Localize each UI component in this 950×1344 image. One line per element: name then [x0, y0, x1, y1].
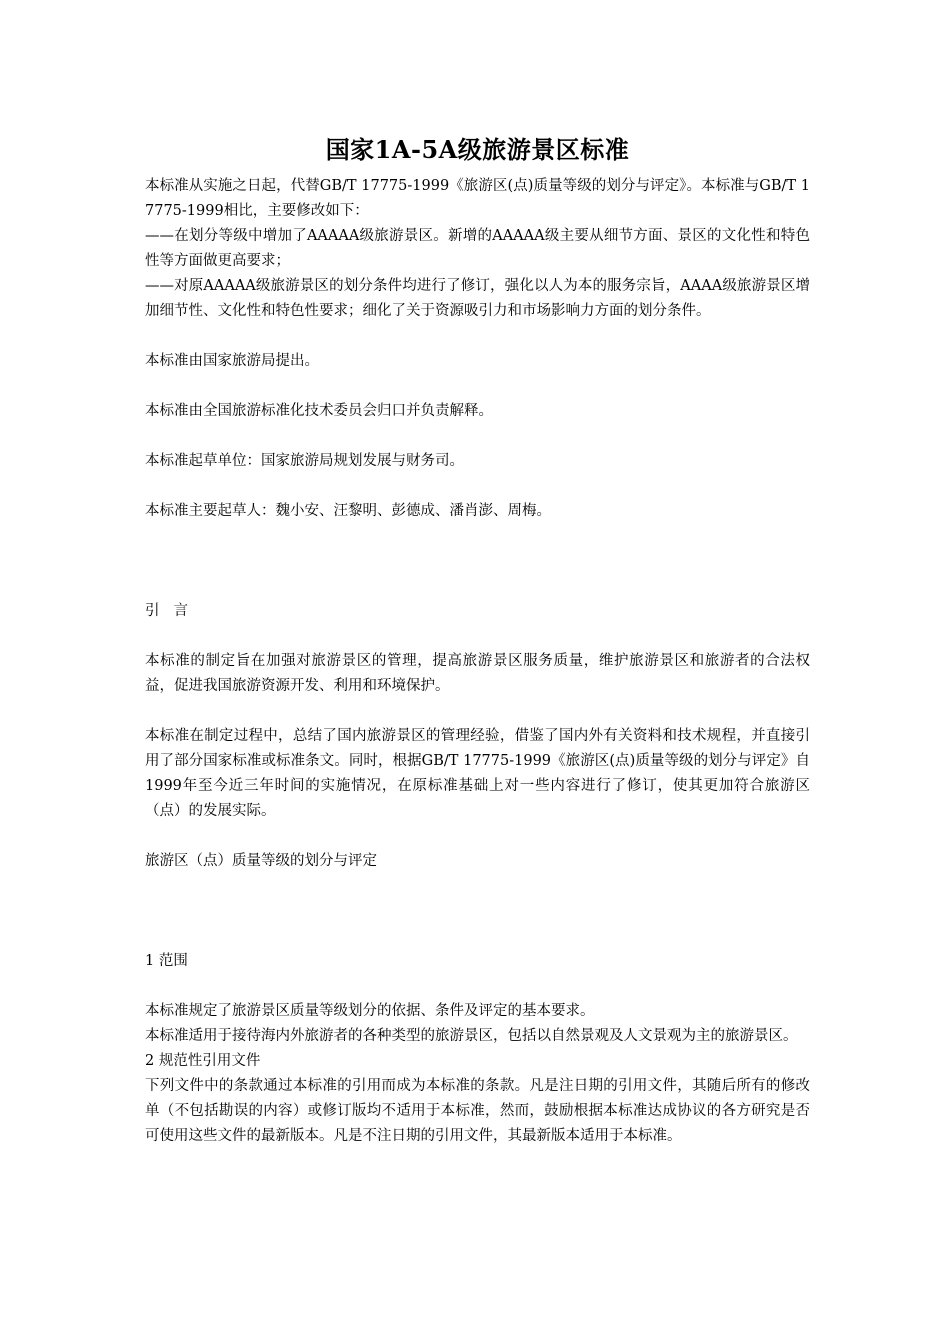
spacer	[145, 974, 810, 999]
spacer	[145, 524, 810, 599]
section-1-paragraph-1: 本标准规定了旅游景区质量等级划分的依据、条件及评定的基本要求。	[145, 1003, 595, 1019]
drafting-unit-text: 本标准起草单位：国家旅游局规划发展与财务司。	[145, 453, 464, 469]
document-body	[145, 132, 810, 1149]
spacer	[145, 374, 810, 399]
spacer	[145, 824, 810, 849]
spacer	[145, 624, 810, 649]
proposed-by-text: 本标准由国家旅游局提出。	[145, 353, 319, 369]
section-2-paragraph-1: 下列文件中的条款通过本标准的引用而成为本标准的条款。凡是注日期的引用文件，其随后所有的修改单（不包括勘误的内容）或修订版均不适用于本标准，然而，鼓励根据本标准达成协议的各方研究是否可使用这些文件的最新版本。凡是不注日期的引用文件，其最新版本适用于本标准。	[145, 1078, 810, 1144]
section-1-paragraph-2: 本标准适用于接待海内外旅游者的各种类型的旅游景区，包括以自然景观及人文景观为主的旅游景区。	[145, 1028, 798, 1044]
intro-paragraph-1: 本标准的制定旨在加强对旅游景区的管理，提高旅游景区服务质量，维护旅游景区和旅游者的合法权益，促进我国旅游资源开发、利用和环境保护。	[145, 653, 810, 694]
document-title: 国家1A-5A级旅游景区标准	[325, 135, 630, 164]
section-2-heading: 2 规范性引用文件	[145, 1053, 261, 1069]
spacer	[145, 424, 810, 449]
intro-heading: 引言	[145, 603, 202, 619]
section-1-heading: 1 范围	[145, 953, 188, 969]
foreword-paragraph-1: 本标准从实施之日起，代替GB/T 17775-1999《旅游区(点)质量等级的划分与评定》。本标准与GB/T 17775-1999相比，主要修改如下：	[145, 178, 810, 219]
spacer	[145, 699, 810, 724]
drafters-text: 本标准主要起草人：魏小安、汪黎明、彭德成、潘肖澎、周梅。	[145, 503, 551, 519]
foreword-paragraph-3: ——对原AAAAA级旅游景区的划分条件均进行了修订，强化以人为本的服务宗旨，AAAA级旅游景区增加细节性、文化性和特色性要求；细化了关于资源吸引力和市场影响力方面的划分条件。	[145, 278, 810, 319]
spacer	[145, 474, 810, 499]
foreword-paragraph-2: ——在划分等级中增加了AAAAA级旅游景区。新增的AAAAA级主要从细节方面、景区的文化性和特色性等方面做更高要求；	[145, 228, 810, 269]
spacer	[145, 874, 810, 949]
intro-paragraph-2: 本标准在制定过程中，总结了国内旅游景区的管理经验，借鉴了国内外有关资料和技术规程，并直接引用了部分国家标准或标准条文。同时，根据GB/T 17775-1999《旅游区(点)质量等级的划分与评定》自1999年至今近三年时间的实施情况，在原标准基础上对一些内容进行了修订，使其更加符合旅游区（点）的发展实际。	[145, 728, 810, 819]
interpreted-by-text: 本标准由全国旅游标准化技术委员会归口并负责解释。	[145, 403, 493, 419]
spacer	[145, 324, 810, 349]
standard-subtitle: 旅游区（点）质量等级的划分与评定	[145, 853, 377, 869]
